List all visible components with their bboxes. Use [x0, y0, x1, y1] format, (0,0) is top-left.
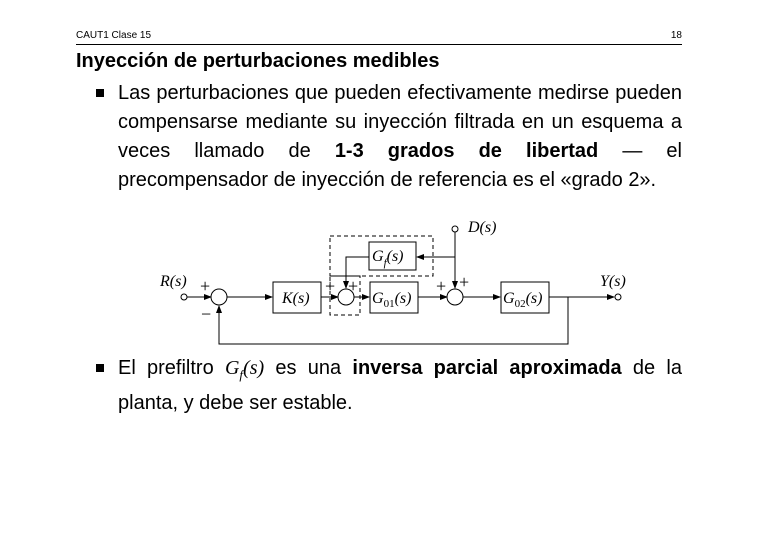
- plus-sign-4: +: [436, 276, 447, 296]
- summing-junction-1: [211, 289, 227, 305]
- plus-sign-2: +: [325, 276, 336, 296]
- disturbance-terminal: [452, 226, 458, 232]
- bullet-square-icon: [96, 364, 104, 372]
- bullet-item-2: [118, 354, 682, 418]
- bullet-2-text-b: es una: [264, 357, 353, 379]
- block-g02-label: $G_{02}(s)$: [503, 290, 543, 310]
- plus-sign-3: +: [348, 276, 359, 296]
- disturbance-label: D(s): [468, 219, 497, 236]
- bullet-2-math: $G_f(s)$: [224, 357, 265, 382]
- block-gf-label: $G_f(s)$: [372, 248, 404, 269]
- slide-title: Inyección de perturbaciones medibles: [76, 50, 440, 72]
- page-number: 18: [670, 30, 682, 41]
- bullet-2-text-c: de la planta, y debe ser estable.: [118, 357, 682, 414]
- bullet-1-bold: 1-3 grados de libertad: [334, 140, 599, 162]
- bullet-2-text-a: El prefiltro: [118, 357, 225, 379]
- bullet-1-text-b: — el precompensador de inyección de referencia es el «grado 2».: [118, 140, 682, 191]
- input-terminal: [181, 294, 187, 300]
- output-label: Y(s): [600, 273, 626, 290]
- minus-sign: −: [201, 304, 212, 324]
- bullet-1-text-a: Las perturbaciones que pueden efectivamente medirse pueden compensarse mediante su inyección filtrada en un esquema a veces llamado de: [118, 82, 682, 162]
- block-g01-label: $G_{01}(s)$: [372, 290, 412, 310]
- course-label: CAUT1 Clase 15: [76, 30, 152, 41]
- bullet-2-bold: inversa parcial aproximada: [352, 357, 622, 379]
- plus-sign-5: +: [459, 272, 470, 292]
- input-label: R(s): [160, 273, 187, 290]
- plus-sign-1: +: [200, 276, 211, 296]
- block-k-label: K(s): [282, 290, 310, 307]
- output-terminal: [615, 294, 621, 300]
